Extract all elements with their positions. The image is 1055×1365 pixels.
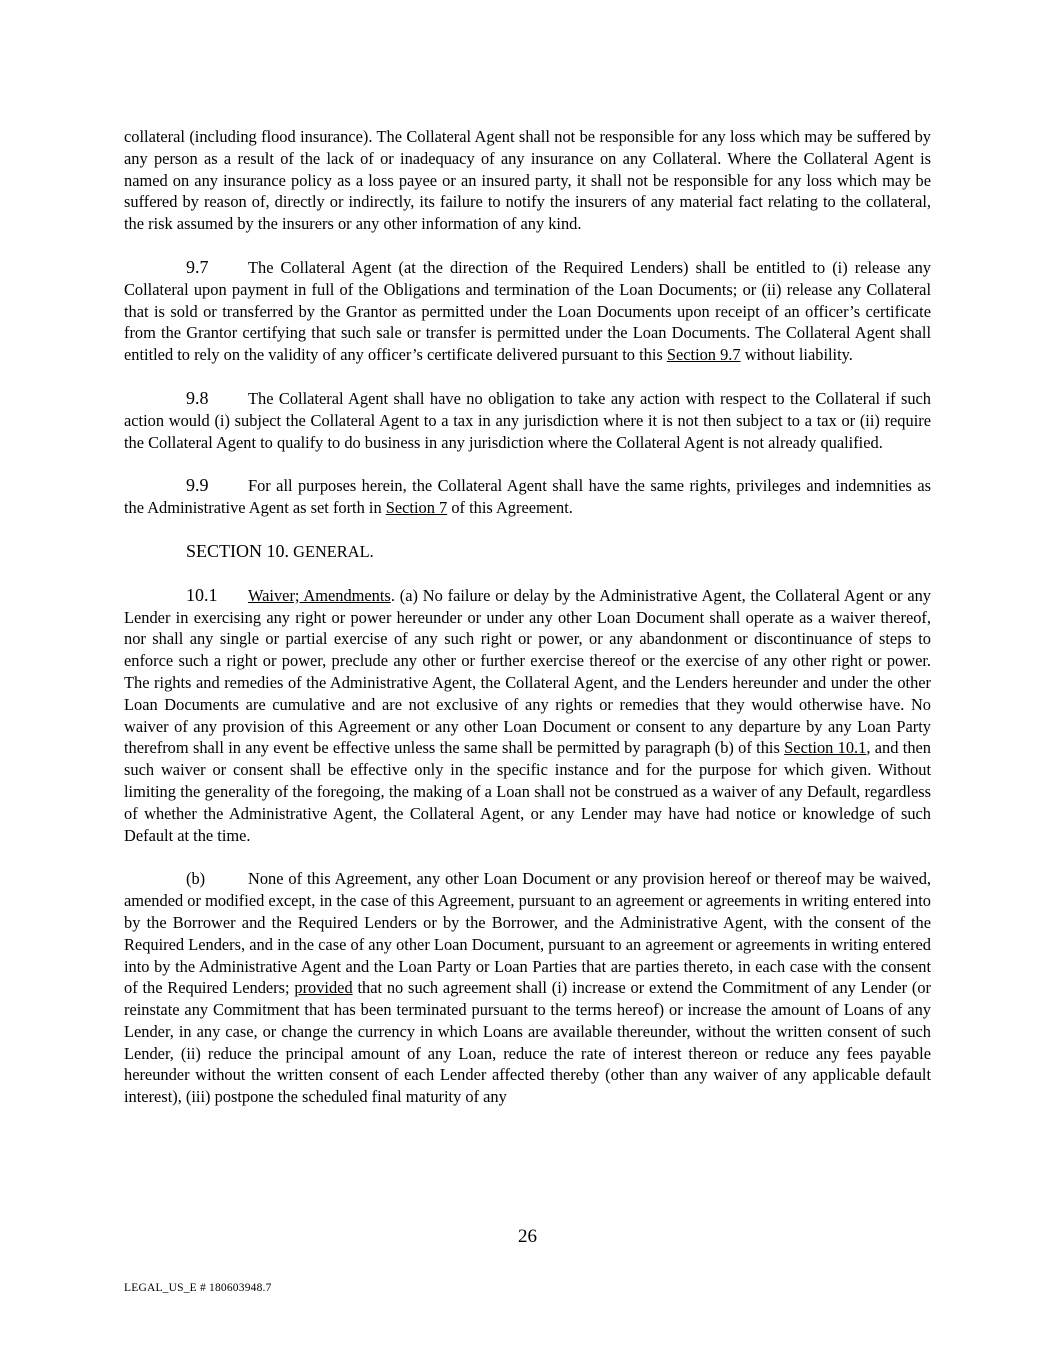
- section-10-1-b: [124, 868, 931, 1108]
- section-10-title: GENERAL.: [293, 541, 374, 561]
- section-9-8: [124, 388, 931, 453]
- section-10-1: [124, 585, 931, 847]
- section-9-8-text: The Collateral Agent shall have no obligation to take any action with respect to the Collateral if such action would (i) subject the Collateral Agent to a tax in any jurisdiction where it is not then subject to a tax or (ii) require the Collateral Agent to qualify to do business in any jurisdiction where the Collateral Agent is not already qualified.: [124, 388, 931, 452]
- paragraph-continuation-text: collateral (including flood insurance). The Collateral Agent shall not be responsible for any loss which may be suffered by any person as a result of the lack of or inadequacy of any insurance on any Collateral. Where the Collateral Agent is named on any insurance policy as a loss payee or an insured party, it shall not be responsible for any loss which may be suffered by reason of, directly or indirectly, its failure to notify the insurers of any material fact relating to the collateral, the risk assumed by the insurers or any other information of any kind.: [124, 127, 931, 234]
- section-10-1-b-text-b: that no such agreement shall (i) increase or extend the Commitment of any Lender (or reinstate any Commitment that has been terminated pursuant to the terms hereof) or increase the amount of Loans of any Lender, in any case, or change the currency in which Loans are available thereunder, without the written consent of such Lender, (ii) reduce the principal amount of any Loan, reduce the rate of interest thereon or reduce any fees payable hereunder without the written consent of each Lender affected thereby (other than any waiver of any applicable default interest), (iii) postpone the scheduled final maturity of any: [124, 978, 931, 1107]
- section-10-1-text-a: . (a) No failure or delay by the Administrative Agent, the Collateral Agent or any Lender in exercising any right or power hereunder or under any other Loan Document shall operate as a waiver thereof, nor shall any single or partial exercise of any such right or power, or any abandonment or discontinuance of steps to enforce such a right or power, preclude any other or further exercise thereof or the exercise of any other right or power. The rights and remedies of the Administrative Agent, the Collateral Agent, and the Lenders hereunder and under the other Loan Documents are cumulative and are not exclusive of any rights or remedies that they would otherwise have. No waiver of any provision of this Agreement or any other Loan Document or consent to any departure by any Loan Party therefrom shall in any event be effective unless the same shall be permitted by paragraph (b) of this: [124, 585, 931, 758]
- section-10-1-number: 10.1: [186, 584, 218, 605]
- section-9-9-number: 9.9: [186, 475, 209, 496]
- section-10-1-reference: Section 10.1: [784, 738, 867, 758]
- section-10-1-text-b: , and then such waiver or consent shall be effective only in the specific instance and for the purpose for which given. Without limiting the generality of the foregoing, the making of a Loan shall not be construed as a waiver of any Default, regardless of whether the Administrative Agent, the Collateral Agent, or any Lender may have had notice or knowledge of such Default at the time.: [124, 738, 931, 845]
- section-9-7-number: 9.7: [186, 256, 209, 277]
- section-9-7-text-a: The Collateral Agent (at the direction of the Required Lenders) shall be entitled to (i) release any Collateral upon payment in full of the Obligations and termination of the Loan Documents; or (ii) release any Collateral that is sold or transferred by the Grantor as permitted under the Loan Documents upon receipt of an officer’s certificate from the Grantor certifying that such sale or transfer is permitted under the Loan Documents. The Collateral Agent shall entitled to rely on the validity of any officer’s certificate delivered pursuant to this: [124, 257, 931, 365]
- section-10-1-b-provided: provided: [294, 978, 353, 998]
- section-9-8-number: 9.8: [186, 387, 209, 408]
- section-9-9: [124, 475, 931, 519]
- section-9-9-reference: Section 7: [385, 498, 448, 518]
- section-10-label: SECTION 10.: [186, 540, 289, 561]
- section-9-7: [124, 257, 931, 366]
- page-number: 26: [518, 1226, 537, 1247]
- section-9-9-text-a: For all purposes herein, the Collateral Agent shall have the same rights, privileges and indemnities as the Administrative Agent as set forth in: [124, 476, 931, 518]
- section-9-9-text-b: of this Agreement.: [447, 498, 573, 518]
- section-10-1-b-text-a: None of this Agreement, any other Loan Document or any provision hereof or thereof may be waived, amended or modified except, in the case of this Agreement, pursuant to an agreement or agreements in writing entered into by the Borrower and the Required Lenders or by the Borrower, and the Administrative Agent, with the consent of the Required Lenders, and in the case of any other Loan Document, pursuant to an agreement or agreements in writing entered into by the Administrative Agent and the Loan Party or Loan Parties that are parties thereto, in each case with the consent of the Required Lenders;: [124, 869, 931, 998]
- document-footer-id: LEGAL_US_E # 180603948.7: [124, 1282, 272, 1294]
- section-9-7-text-b: without liability.: [740, 345, 853, 365]
- paragraph-continuation: [124, 126, 931, 235]
- document-page: [124, 126, 931, 1108]
- section-9-7-reference: Section 9.7: [666, 345, 741, 365]
- section-10-heading: [124, 541, 931, 563]
- section-10-1-heading: Waiver; Amendments: [248, 585, 391, 605]
- section-10-1-b-number: (b): [186, 869, 206, 889]
